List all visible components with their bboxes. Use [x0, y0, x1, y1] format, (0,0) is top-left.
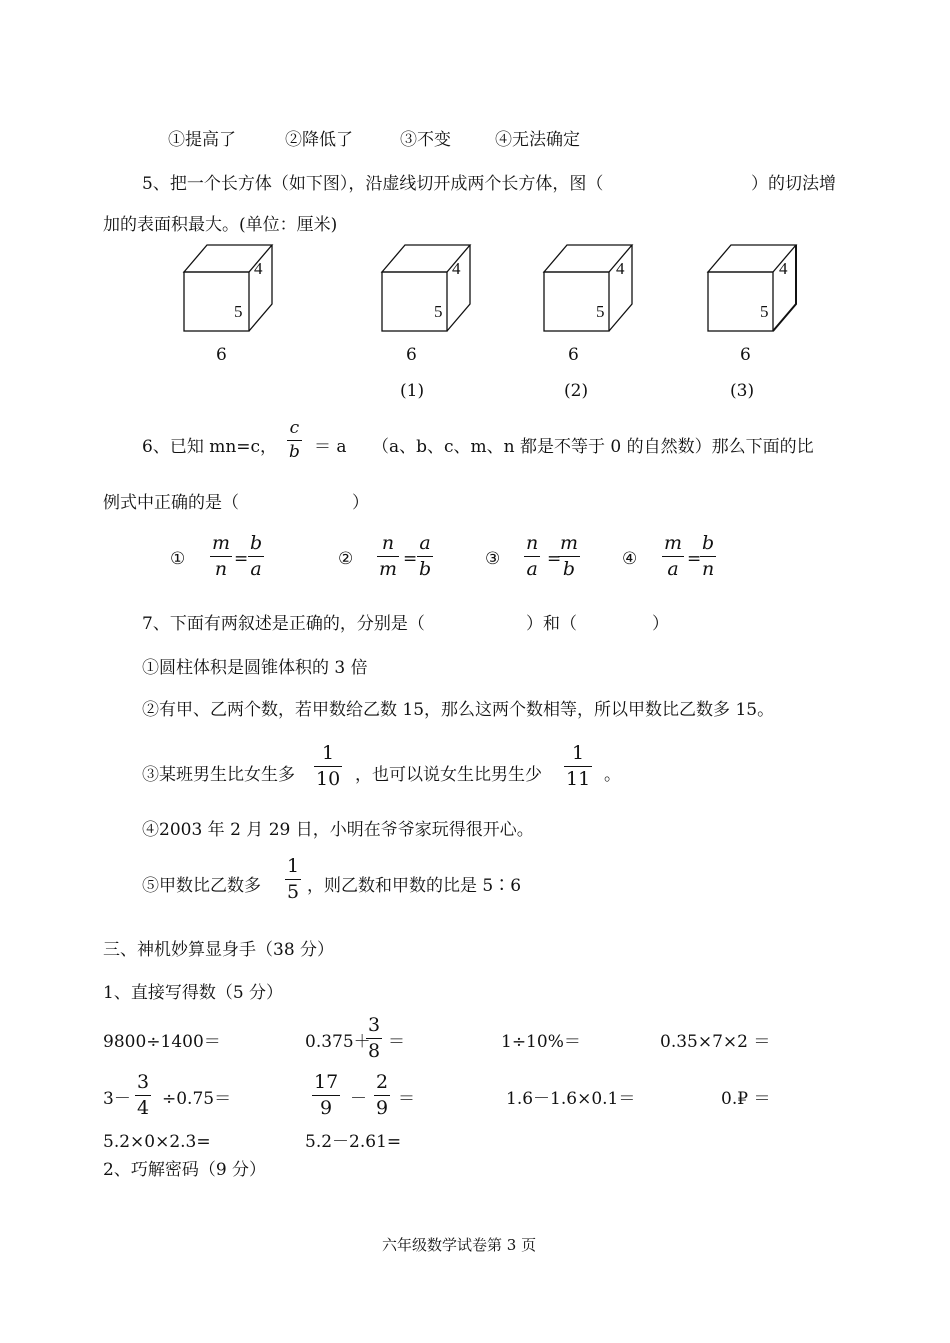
fraction-2-9: 2 9 — [376, 1071, 389, 1119]
page-footer: 六年级数学试卷第 3 页 — [382, 1236, 537, 1254]
svg-text:4: 4 — [452, 259, 461, 278]
q4-option-3: ③不变 — [400, 130, 451, 150]
calc-r2c4: 0.₽ ＝ — [721, 1089, 771, 1109]
q6-prefix: 6、已知 mn=c， — [142, 437, 278, 457]
svg-text:5: 5 — [434, 302, 443, 321]
fraction-1-11: 1 11 — [566, 742, 591, 790]
section-3-title: 三、神机妙算显身手（38 分） — [103, 940, 335, 960]
figure-label-2: (2) — [564, 381, 589, 401]
calc-r1c2-b: ＝ — [388, 1032, 405, 1052]
q5-question-line2: 加的表面积最大。(单位：厘米) — [103, 215, 338, 235]
q4-option-1: ①提高了 — [168, 130, 236, 150]
cuboid-figure-original — [184, 245, 274, 335]
calc-r2c2-eq: ＝ — [398, 1089, 415, 1109]
q6-option-4-mark: ④ — [622, 549, 638, 569]
q6-option-1-mark: ① — [170, 549, 186, 569]
fraction-1-10: 1 10 — [316, 742, 341, 790]
calc-r2c2-op: － — [350, 1089, 367, 1109]
q6-option-2-mark: ② — [338, 549, 354, 569]
q5-question-line1: 5、把一个长方体（如下图），沿虚线切开成两个长方体，图（ — [142, 174, 604, 194]
calc-r1c2-a: 0.375＋ — [305, 1032, 371, 1052]
cuboid-2-width-label: 6 — [568, 345, 579, 365]
cuboid-figure-3 — [708, 245, 798, 335]
cuboid-depth-label: 5 — [234, 302, 243, 321]
svg-text:4: 4 — [779, 259, 788, 278]
q4-option-2: ②降低了 — [285, 130, 353, 150]
q7-statement-2: ②有甲、乙两个数，若甲数给乙数 15，那么这两个数相等，所以甲数比乙数多 15。 — [142, 700, 775, 720]
fraction-1-5: 1 5 — [287, 855, 300, 903]
q7-statement-3b: ，也可以说女生比男生少 — [355, 765, 542, 785]
section-3-sub2: 2、巧解密码（9 分） — [103, 1160, 267, 1180]
figure-label-3: (3) — [730, 381, 755, 401]
q5-question-line1-end: ）的切法增 — [751, 174, 836, 194]
cuboid-3-width-label: 6 — [740, 345, 751, 365]
calc-r1c1: 9800÷1400＝ — [103, 1032, 221, 1052]
cuboid-width-label: 6 — [216, 345, 227, 365]
calc-r1c4: 0.35×7×2 ＝ — [660, 1032, 771, 1052]
q7-statement-1: ①圆柱体积是圆锥体积的 3 倍 — [142, 658, 368, 678]
q4-option-4: ④无法确定 — [495, 130, 580, 150]
q7-statement-4: ④2003 年 2 月 29 日，小明在爷爷家玩得很开心。 — [142, 820, 534, 840]
q7-and: ）和（ — [526, 614, 577, 634]
calc-r3c2: 5.2－2.61= — [305, 1132, 402, 1152]
q7-close: ） — [652, 614, 669, 634]
calc-r3c1: 5.2×0×2.3= — [103, 1132, 211, 1152]
figure-label-1: (1) — [400, 381, 425, 401]
q6-condition: （a、b、c、m、n 都是不等于 0 的自然数）那么下面的比 — [372, 437, 814, 457]
cuboid-figure-1 — [382, 245, 472, 335]
cuboid-figure-2 — [544, 245, 634, 335]
q7-statement-3a: ③某班男生比女生多 — [142, 765, 295, 785]
q6-option-3-mark: ③ — [485, 549, 501, 569]
q6-fraction-c-over-b: c b — [289, 418, 300, 462]
q7-statement-5a: ⑤甲数比乙数多 — [142, 876, 261, 896]
fraction-17-9: 17 9 — [314, 1071, 339, 1119]
q6-line2-end: ） — [352, 493, 369, 513]
calc-r2c1-b: ÷0.75＝ — [162, 1089, 232, 1109]
svg-text:5: 5 — [760, 302, 769, 321]
q7-statement-3c: 。 — [604, 765, 621, 785]
cuboid-1-width-label: 6 — [406, 345, 417, 365]
svg-text:4: 4 — [616, 259, 625, 278]
q6-line2: 例式中正确的是（ — [103, 493, 239, 513]
calc-r2c1-a: 3－ — [103, 1089, 131, 1109]
fraction-3-4: 3 4 — [137, 1071, 150, 1119]
q6-equals-a: ＝ a — [314, 437, 347, 457]
section-3-sub1: 1、直接写得数（5 分） — [103, 983, 284, 1003]
cuboid-height-label: 4 — [254, 259, 263, 278]
calc-r2c3: 1.6－1.6×0.1＝ — [506, 1089, 636, 1109]
q7-title: 7、下面有两叙述是正确的，分别是（ — [142, 614, 425, 634]
fraction-3-8: 3 8 — [368, 1014, 381, 1062]
q7-statement-5b: ，则乙数和甲数的比是 5∶6 — [307, 876, 522, 896]
calc-r1c3: 1÷10%＝ — [501, 1032, 581, 1052]
svg-text:5: 5 — [596, 302, 605, 321]
